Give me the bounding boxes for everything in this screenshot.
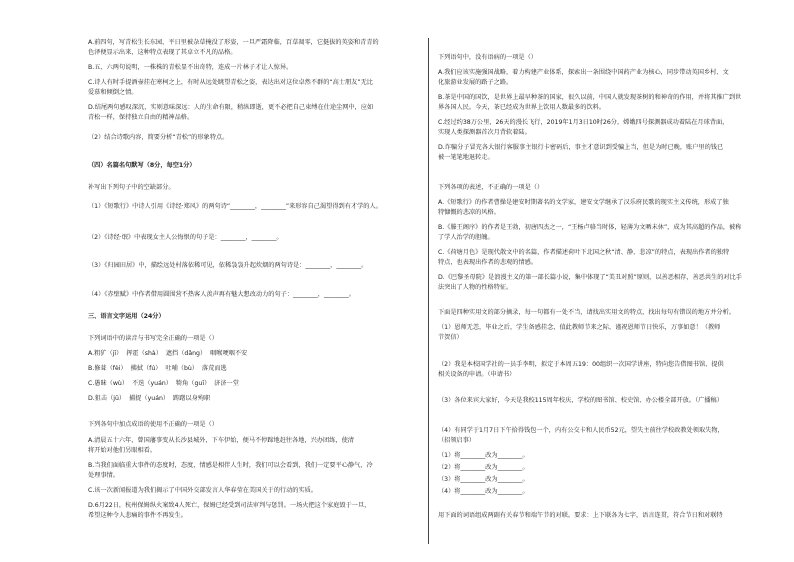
- text-line-r_c2: 实现人类探测器首次月背软着陆。: [438, 129, 531, 136]
- text-line-c1: C.诗人有时手提酒壶挂在寒柯之上，有时从远处眺望青松之姿，表达出对这位卓然不群的“高士朋友”无比: [88, 79, 373, 86]
- text-line-q2a1: A.清晨五十六年，曾国藩事变从长沙县城外，下车伊始，便马不停蹄地赶往各地，兴办团练，使清: [88, 437, 354, 444]
- text-line-r3_1b: 节贺信）: [438, 334, 463, 341]
- text-line-r3_1a: （1）恩师无恙，毕业之后，学生备感挂念，值此教师节来之际，谨祝恩师节日快乐，万事如意！（教师: [438, 324, 721, 331]
- text-line-r2_b2: 了学人治学的胆魄。: [438, 234, 494, 241]
- text-line-q2h: 下列各句中加点成语的使用不正确的一项是（）: [88, 421, 218, 428]
- text-line-r2_c1: C.《荷塘月色》是现代散文中的名篇，作者描述荷叶下北国之秋“清、静、悲凉”的特点，表现出作者的独特: [438, 249, 730, 256]
- text-line-r_b1l: （1）将________改为________。: [438, 452, 529, 459]
- text-line-fill: 补写出下列句子中的空缺部分。: [88, 184, 175, 191]
- text-line-r_b1: B.茶是中国的国饮，是世界上最早种茶的国家，很久以前，中国人就发现茶树的和神奇的作用，并将其推广到世: [438, 94, 742, 101]
- text-line-q2b2: 处理事情。: [88, 472, 119, 479]
- text-line-q2c: C.该一次新闻报道为我们揭示了中国外交部发言人华春莹在美国关于的行动的实质。: [88, 487, 318, 494]
- text-line-c2: 爱慕和倾倒之情。: [88, 89, 138, 96]
- text-line-s3: 三、语言文字运用（24分）: [88, 313, 165, 320]
- text-line-f1: （1）《短歌行》中诗人引用《诗经·郑风》的两句诗“________，________”来形容自己渴望得到有才学的人。: [88, 203, 382, 210]
- text-line-q1: 下列词语中的读音与书写完全正确的一项是（）: [88, 335, 218, 342]
- text-line-q2: （2）结合诗歌内容，简要分析“青松”的形象特点。: [88, 134, 229, 141]
- text-line-r_b2: 界各国人民。今天，茶已经成为世界上饮用人数最多的饮料。: [438, 104, 606, 111]
- text-line-r_q3a: 下面是四种实用文的部分摘录，每一句都有一处不当，请找出实用文的特点，找出每句有错误的地方并分析。: [438, 309, 735, 316]
- text-line-r_a1: A.我们应该实施强国战略，着力构建产业体系，探索出一条围绕中国药产业为核心，同步带动英国乡村、文: [438, 69, 729, 76]
- text-line-r_d2: 被一笔笔地退转走。: [438, 154, 494, 161]
- text-line-r2_b1: B.《滕王阁序》的作者是王勃，初唐四杰之一，“王杨卢骆当时体，轻薄为文哂未休”，成为其高超的作品，被称: [438, 224, 742, 231]
- text-line-f4: （4）《赤壁赋》中作者借用圆围营不热客人羡声再有魅大想改动力的句子：________，________。: [88, 291, 355, 298]
- text-line-s4: （四）名篇名句默写（8分，每空1分）: [88, 162, 196, 169]
- text-line-r_q2: 下列各项的表述，不正确的一项是（）: [438, 184, 544, 191]
- text-line-r3_4a: （4）有同学于1月7日下午拾得钱包一个，内有公交卡和人民币52元，望失主前往学校政教处领取失物，: [438, 427, 724, 434]
- text-line-r_c1: C.经过约38万公里，26天的漫长飞行，2019年1月3日10时26分，嫦娥四号探测器成功着陆在月球背面，: [438, 119, 729, 126]
- text-line-d2: 青松一样，保持独立自由的精神品格。: [88, 114, 194, 121]
- text-line-q1d: D.狙击（jū） 捕捉（yuán） 踌躇以身殉职: [88, 395, 211, 402]
- text-line-q1a: A.粗犷（jī） 挥霍（shà） 遮挡（dǎng） 咽喉哽咽不安: [88, 350, 248, 357]
- text-line-q1c: C.愚昧（wù） 不迭（yuán） 犄角（guī） 济济一堂: [88, 380, 239, 387]
- text-line-q2d1: D.6月22日，杭州保姆纵火案致4人死亡，保姆已经受到司法审判与惩罚。一场火把这个家庭毁于一旦，: [88, 502, 371, 509]
- text-line-r3_4b: （招领启事）: [438, 437, 476, 444]
- text-line-r_b3l: （3）将________改为________。: [438, 476, 529, 483]
- text-line-d1: D.结尾两句感叹深沉，实则意味深远：人的生命有限，稍纵即逝，更不必把自己束缚在仕途尘网中，应如: [88, 104, 374, 111]
- text-line-r_d1: D.诈骗分子冒充各大银行客服事主银行卡密码后，事主才意识到受骗上当，但是为时已晚，账户里的钱已: [438, 144, 724, 151]
- text-line-b1: B.五、六两句说明，一株株的青松显不出奇特，连成一片林子才让人惊异。: [88, 64, 293, 71]
- text-line-r_b4l: （4）将________改为________。: [438, 488, 529, 495]
- text-line-r2_a1: A.《短歌行》的作者曹操是建安时期著名的文学家，建安文学继承了汉乐府民歌的现实主义传统，形成了独: [438, 199, 729, 206]
- text-line-r3_2a: （2）我是本校国学社的一员手李明，拟定于本周五19：00组织一次国学讲座，特向您告借图书馆、提供: [438, 361, 724, 368]
- text-line-r2_c2: 特点，也表现出作者的悲观的情感。: [438, 259, 537, 266]
- text-line-q2a2: 将开始对他们另眼相看。: [88, 447, 157, 454]
- text-line-q2b1: B.当我们面临重大事件的态度时，态度，情感是相伴人生时，我们可以会看到，我们一定要平心静气，冷: [88, 462, 373, 469]
- text-line-q2d2: 希望这种令人悲痛的事件不再发生。: [88, 512, 187, 519]
- text-line-a2: 色泽便显示出来，这种特点表现了其卓立不凡的品格。: [88, 49, 237, 56]
- text-line-r2_d2: 法突出了人物的性格特征。: [438, 284, 513, 291]
- text-line-r3_3: （3）各位来宾大家好，今天是我校115周年校庆，学校的图书馆、校史馆、办公楼全部开放。（广播稿）: [438, 397, 723, 404]
- text-line-r_b2l: （2）将________改为________。: [438, 464, 529, 471]
- text-line-a1: A.前四句，写青松生长东园，平日里被杂草掩没了形姿，一旦严霜降临，百草凋零，它挺拔的英姿和青青的: [88, 39, 379, 46]
- text-line-q1b: B.修葺（fèi） 拂拭（fú） 吐哺（bù） 落荒而逃: [88, 365, 227, 372]
- text-line-r2_a2: 特慷慨的悲凉的风格。: [438, 209, 500, 216]
- text-line-r_a2: 化旅游业发展的路子之路。: [438, 79, 513, 86]
- text-line-r_q: 下列语句中，没有语病的一项是（）: [438, 54, 537, 61]
- text-line-f3: （3）《归园田居》中，描绘远处村落依稀可见，依稀袅袅升起炊烟的两句诗是：________，________。: [88, 262, 368, 269]
- text-line-f2: （2）《诗经·氓》中表现女主人公悔恨的句子是：________，________。: [88, 234, 283, 241]
- text-line-r2_d1: D.《巴黎圣母院》是浪漫主义的第一部长篇小说，集中体现了“美丑对照”原则，以善恶相存，善恶共生的对比手: [438, 274, 742, 281]
- column-divider: [428, 38, 429, 544]
- text-line-r3_2b: 相关设备的申请。（申请书）: [438, 371, 516, 378]
- text-line-r_last: 用下面的词语组成两副有关春节和端午节的对联。要求：上下联各为七字，语言连贯，符合节日和对联特: [438, 512, 723, 519]
